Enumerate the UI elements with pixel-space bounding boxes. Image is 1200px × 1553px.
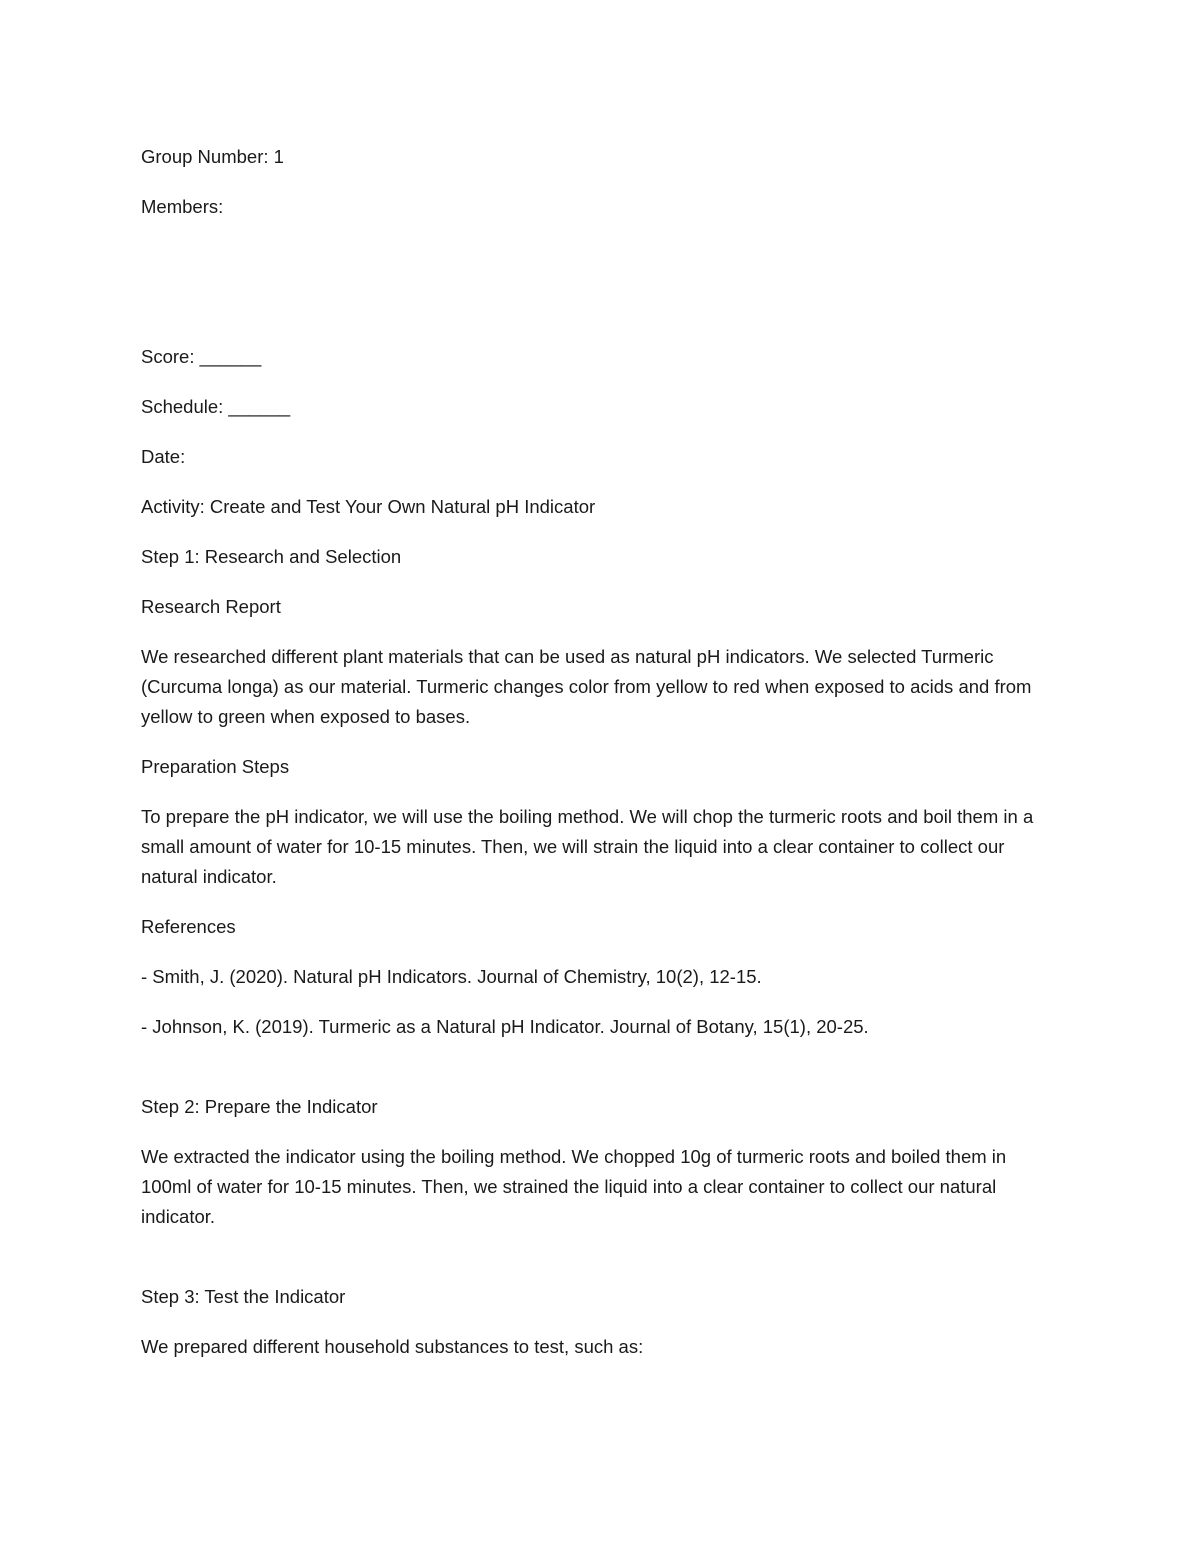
group-number: Group Number: 1	[141, 146, 284, 167]
research-report-heading: Research Report	[141, 596, 281, 617]
step3-heading: Step 3: Test the Indicator	[141, 1286, 346, 1307]
document-body	[141, 142, 1061, 1382]
members-label: Members:	[141, 196, 224, 217]
reference-item: - Johnson, K. (2019). Turmeric as a Natural pH Indicator. Journal of Botany, 15(1), 20-25.	[141, 1016, 869, 1037]
references-heading: References	[141, 916, 236, 937]
step3-text: We prepared different household substances to test, such as:	[141, 1336, 644, 1357]
date-field: Date:	[141, 446, 186, 467]
step1-heading: Step 1: Research and Selection	[141, 546, 402, 567]
research-report-text: We researched different plant materials that can be used as natural pH indicators. We selected Turmeric (Curcuma longa) as our material. Turmeric changes color from yellow to red when exposed to acids and from yellow to green when exposed to bases.	[141, 646, 1032, 727]
step2-text: We extracted the indicator using the boiling method. We chopped 10g of turmeric roots and boiled them in 100ml of water for 10-15 minutes. Then, we strained the liquid into a clear container to collect our natural indicator.	[141, 1146, 1007, 1227]
step2-heading: Step 2: Prepare the Indicator	[141, 1096, 378, 1117]
schedule-field: Schedule: ______	[141, 396, 291, 417]
reference-item: - Smith, J. (2020). Natural pH Indicators. Journal of Chemistry, 10(2), 12-15.	[141, 966, 762, 987]
preparation-steps-heading: Preparation Steps	[141, 756, 290, 777]
preparation-steps-text: To prepare the pH indicator, we will use the boiling method. We will chop the turmeric roots and boil them in a small amount of water for 10-15 minutes. Then, we will strain the liquid into a clear container to collect our natural indicator.	[141, 806, 1034, 887]
score-field: Score: ______	[141, 346, 262, 367]
activity-title: Activity: Create and Test Your Own Natural pH Indicator	[141, 496, 596, 517]
